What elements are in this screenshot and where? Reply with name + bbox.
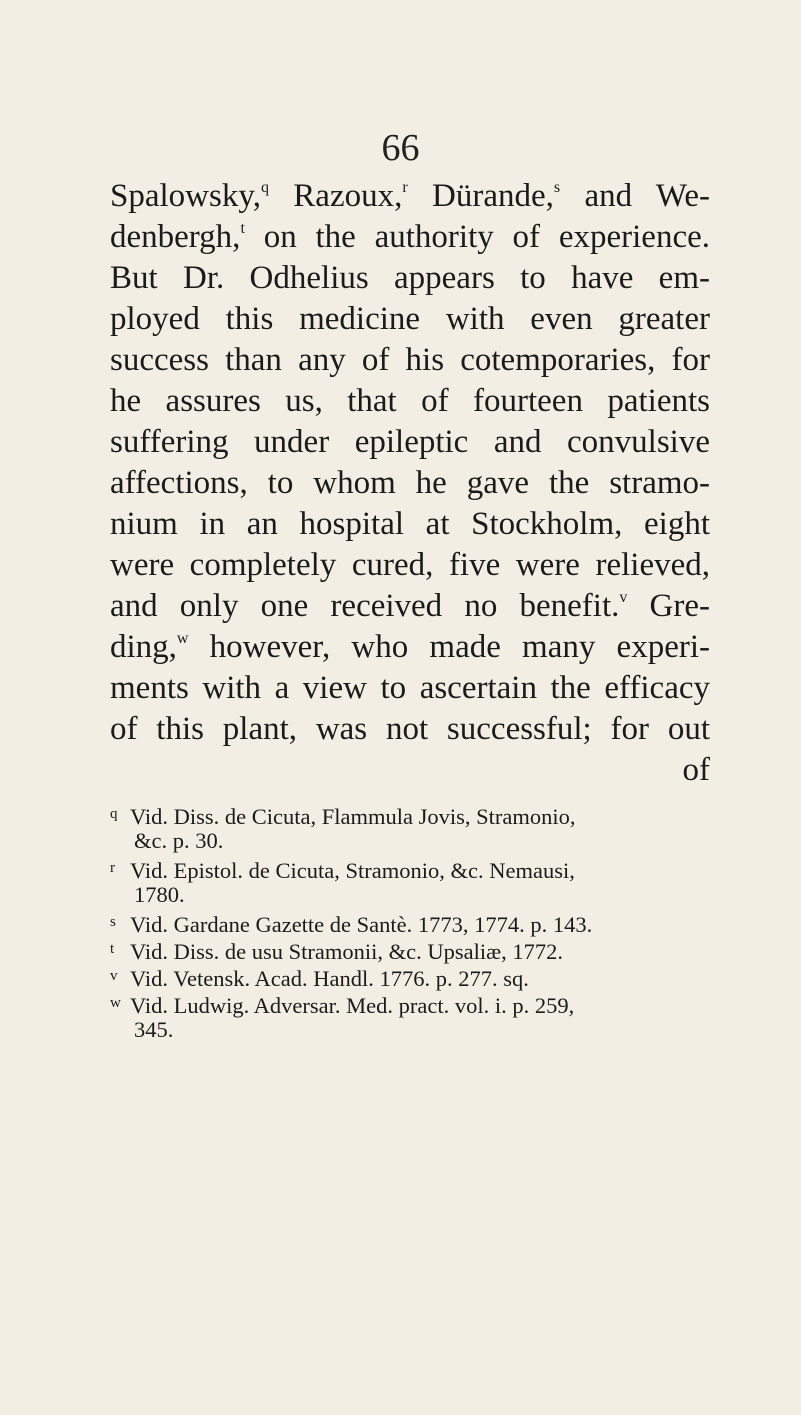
- page-number: 66: [381, 127, 420, 169]
- body-line: nium in an hospital at Stockholm, eight: [110, 506, 710, 542]
- footnote-mark: s: [110, 914, 116, 930]
- catchword: of: [682, 752, 710, 788]
- footnote-mark: v: [110, 968, 118, 984]
- body-line: denbergh,$^t$ on the authority of experience.: [110, 219, 710, 255]
- body-line: Spalowsky,$^q$ Razoux,$^r$ Dürande,$^s$ and We-: [110, 178, 710, 214]
- footnote-mark: q: [110, 806, 118, 822]
- body-line: and only one received no benefit.$^v$ Gre-: [110, 588, 710, 624]
- body-line: ding,$^w$ however, who made many experi-: [110, 629, 710, 665]
- body-line: ments with a view to ascertain the efficacy: [110, 670, 710, 706]
- footnote: s Vid. Gardane Gazette de Santè. 1773, 1774. p. 143.: [110, 908, 710, 939]
- body-line: success than any of his cotemporaries, for: [110, 342, 710, 378]
- footnote-continuation: 1780.: [134, 882, 185, 907]
- body-line: were completely cured, five were relieved,: [110, 547, 710, 583]
- body-line: he assures us, that of fourteen patients: [110, 383, 710, 419]
- footnote-mark: w: [110, 995, 121, 1011]
- footnote: t Vid. Diss. de usu Stramonii, &c. Upsaliæ, 1772.: [110, 935, 710, 966]
- footnote: q Vid. Diss. de Cicuta, Flammula Jovis, Stramonio,: [110, 800, 710, 831]
- footnote-continuation: &c. p. 30.: [134, 828, 224, 853]
- footnote: v Vid. Vetensk. Acad. Handl. 1776. p. 277. sq.: [110, 962, 710, 993]
- footnote: r Vid. Epistol. de Cicuta, Stramonio, &c. Nemausi,: [110, 854, 710, 885]
- footnote-mark: t: [110, 941, 115, 957]
- footnote-mark: r: [110, 860, 115, 876]
- footnote: w Vid. Ludwig. Adversar. Med. pract. vol. i. p. 259,: [110, 989, 710, 1020]
- footnote-continuation: 345.: [134, 1017, 174, 1042]
- body-line: But Dr. Odhelius appears to have em-: [110, 260, 710, 296]
- body-line: affections, to whom he gave the stramo-: [110, 465, 710, 501]
- body-line: ployed this medicine with even greater: [110, 301, 710, 337]
- body-line: of this plant, was not successful; for out: [110, 711, 710, 747]
- body-line: suffering under epileptic and convulsive: [110, 424, 710, 460]
